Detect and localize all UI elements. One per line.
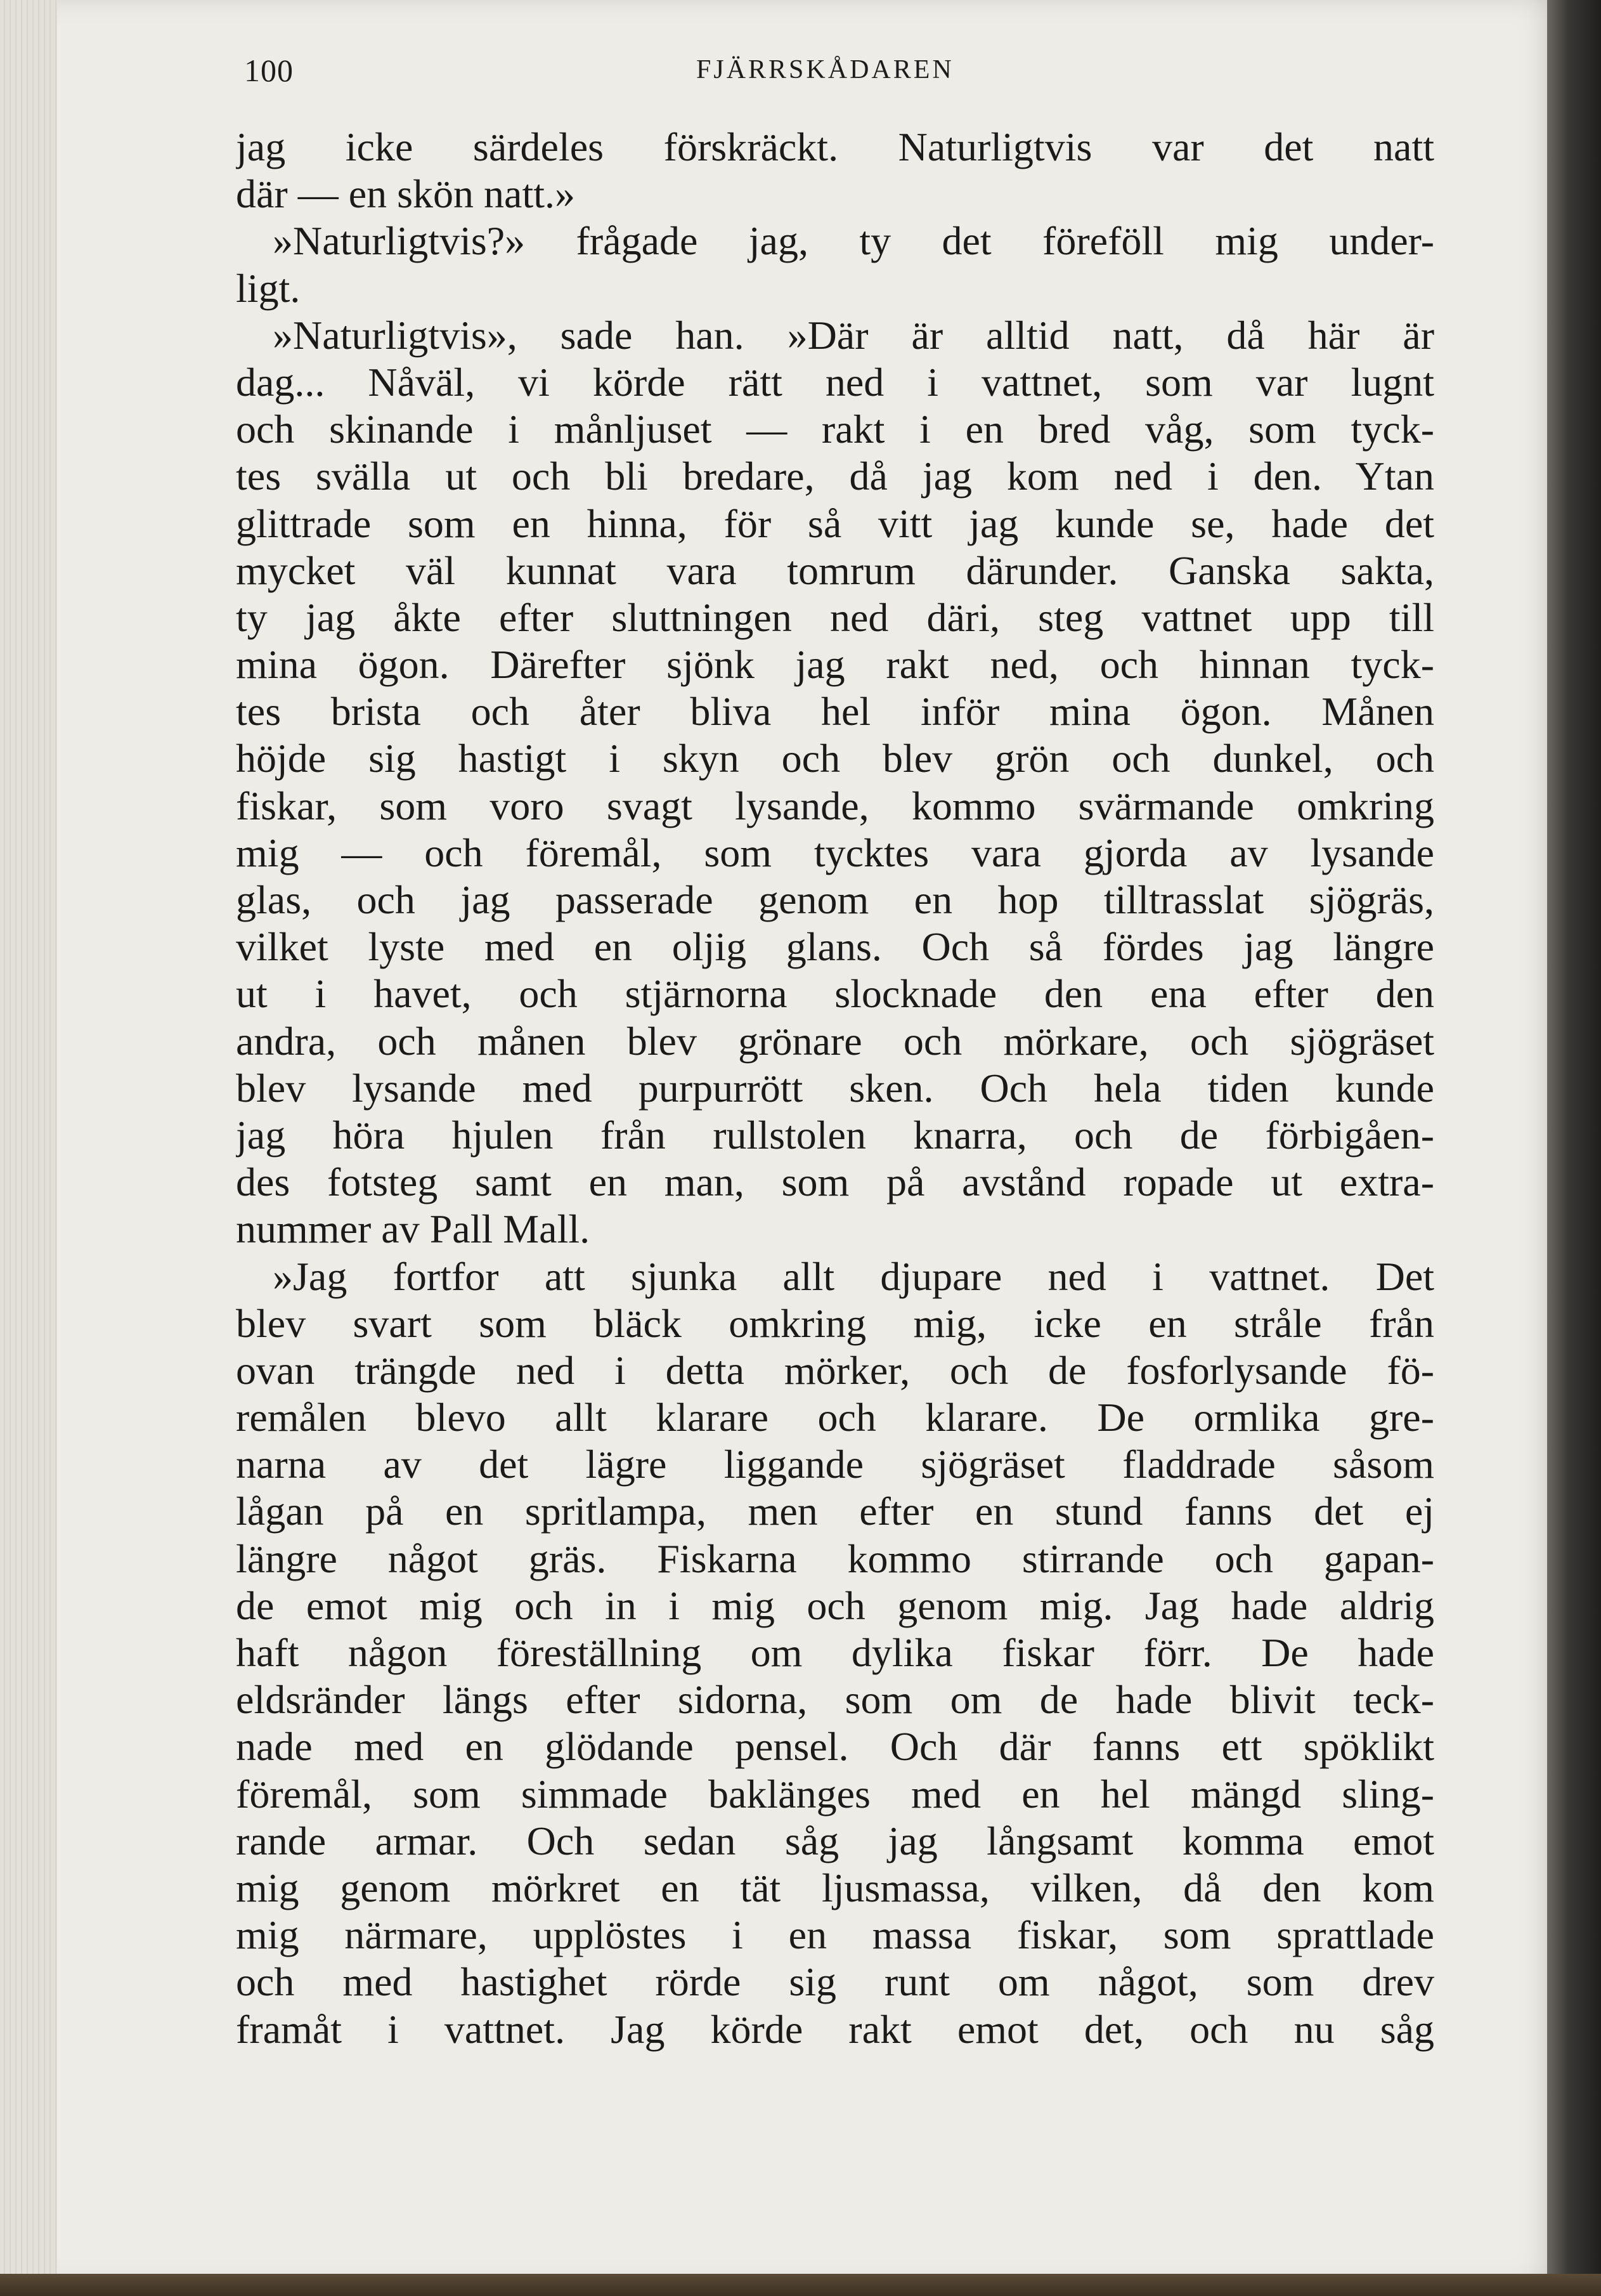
text-line: »Jag fortfor att sjunka allt djupare ned i vattnet. Det [273,1253,1434,1299]
body-text [236,124,1434,2053]
text-line: ligt. [236,265,301,311]
text-line: andra, och månen blev grönare och mörkare, och sjögräset [236,1018,1434,1064]
text-line: tes svälla ut och bli bredare, då jag kom ned i den. Ytan [236,453,1434,499]
text-line: blev lysande med purpurrött sken. Och hela tiden kunde [236,1065,1434,1111]
text-line: nummer av Pall Mall. [236,1206,590,1252]
running-head [244,52,1449,90]
text-line: vilket lyste med en oljig glans. Och så fördes jag längre [236,924,1434,970]
text-line: blev svart som bläck omkring mig, icke en stråle från [236,1300,1434,1346]
text-line: där — en skön natt.» [236,171,575,217]
text-line: tes brista och åter bliva hel inför mina ögon. Månen [236,689,1434,734]
text-line: glittrade som en hinna, för så vitt jag kunde se, hade det [236,500,1434,546]
text-line: remålen blevo allt klarare och klarare. De ormlika gre- [236,1395,1434,1440]
text-line: dag... Nåväl, vi körde rätt ned i vattnet, som var lugnt [236,359,1434,405]
text-line: mina ögon. Därefter sjönk jag rakt ned, och hinnan tyck- [236,642,1434,688]
text-line: längre något gräs. Fiskarna kommo stirrande och gapan- [236,1536,1434,1581]
text-line: haft någon föreställning om dylika fiskar förr. De hade [236,1630,1434,1675]
book-spine [1547,0,1601,2296]
text-line: eldsränder längs efter sidorna, som om de hade blivit teck- [236,1677,1434,1723]
text-line: nade med en glödande pensel. Och där fanns ett spöklikt [236,1724,1434,1770]
text-line: mig genom mörkret en tät ljusmassa, vilken, då den kom [236,1865,1434,1910]
text-line: mig närmare, upplöstes i en massa fiskar, som sprattlade [236,1912,1434,1958]
text-line: mig — och föremål, som tycktes vara gjorda av lysande [236,830,1434,875]
text-line: jag höra hjulen från rullstolen knarra, och de förbigåen- [236,1112,1434,1158]
text-line: och skinande i månljuset — rakt i en bred våg, som tyck- [236,407,1434,452]
text-line: framåt i vattnet. Jag körde rakt emot det, och nu såg [236,2006,1434,2052]
text-line: ovan trängde ned i detta mörker, och de fosforlysande fö- [236,1347,1434,1393]
text-line: höjde sig hastigt i skyn och blev grön och dunkel, och [236,736,1434,781]
text-line: föremål, som simmade baklänges med en hel mängd sling- [236,1771,1434,1817]
page-number: 100 [244,53,294,88]
text-line: narna av det lägre liggande sjögräset fladdrade såsom [236,1442,1434,1487]
text-line: »Naturligtvis», sade han. »Där är alltid natt, då här är [273,312,1434,358]
text-line: jag icke särdeles förskräckt. Naturligtvis var det natt [236,124,1434,169]
text-line: lågan på en spritlampa, men efter en stund fanns det ej [236,1489,1434,1534]
text-line: rande armar. Och sedan såg jag långsamt komma emot [236,1818,1434,1863]
page-edges [0,0,57,2283]
book-cover-edge [0,2274,1601,2296]
text-line: ut i havet, och stjärnorna slocknade den ena efter den [236,971,1434,1017]
text-line: glas, och jag passerade genom en hop tilltrasslat sjögräs, [236,877,1434,922]
text-line: des fotsteg samt en man, som på avstånd ropade ut extra- [236,1159,1434,1205]
running-title: FJÄRRSKÅDAREN [696,55,954,84]
text-line: fiskar, som voro svagt lysande, kommo svärmande omkring [236,783,1434,828]
text-line: mycket väl kunnat vara tomrum därunder. Ganska sakta, [236,547,1434,593]
text-line: »Naturligtvis?» frågade jag, ty det föreföll mig under- [273,218,1434,264]
text-line: och med hastighet rörde sig runt om något, som drev [236,1959,1434,2005]
text-line: de emot mig och in i mig och genom mig. Jag hade aldrig [236,1582,1434,1628]
text-line: ty jag åkte efter sluttningen ned däri, steg vattnet upp till [236,594,1434,640]
